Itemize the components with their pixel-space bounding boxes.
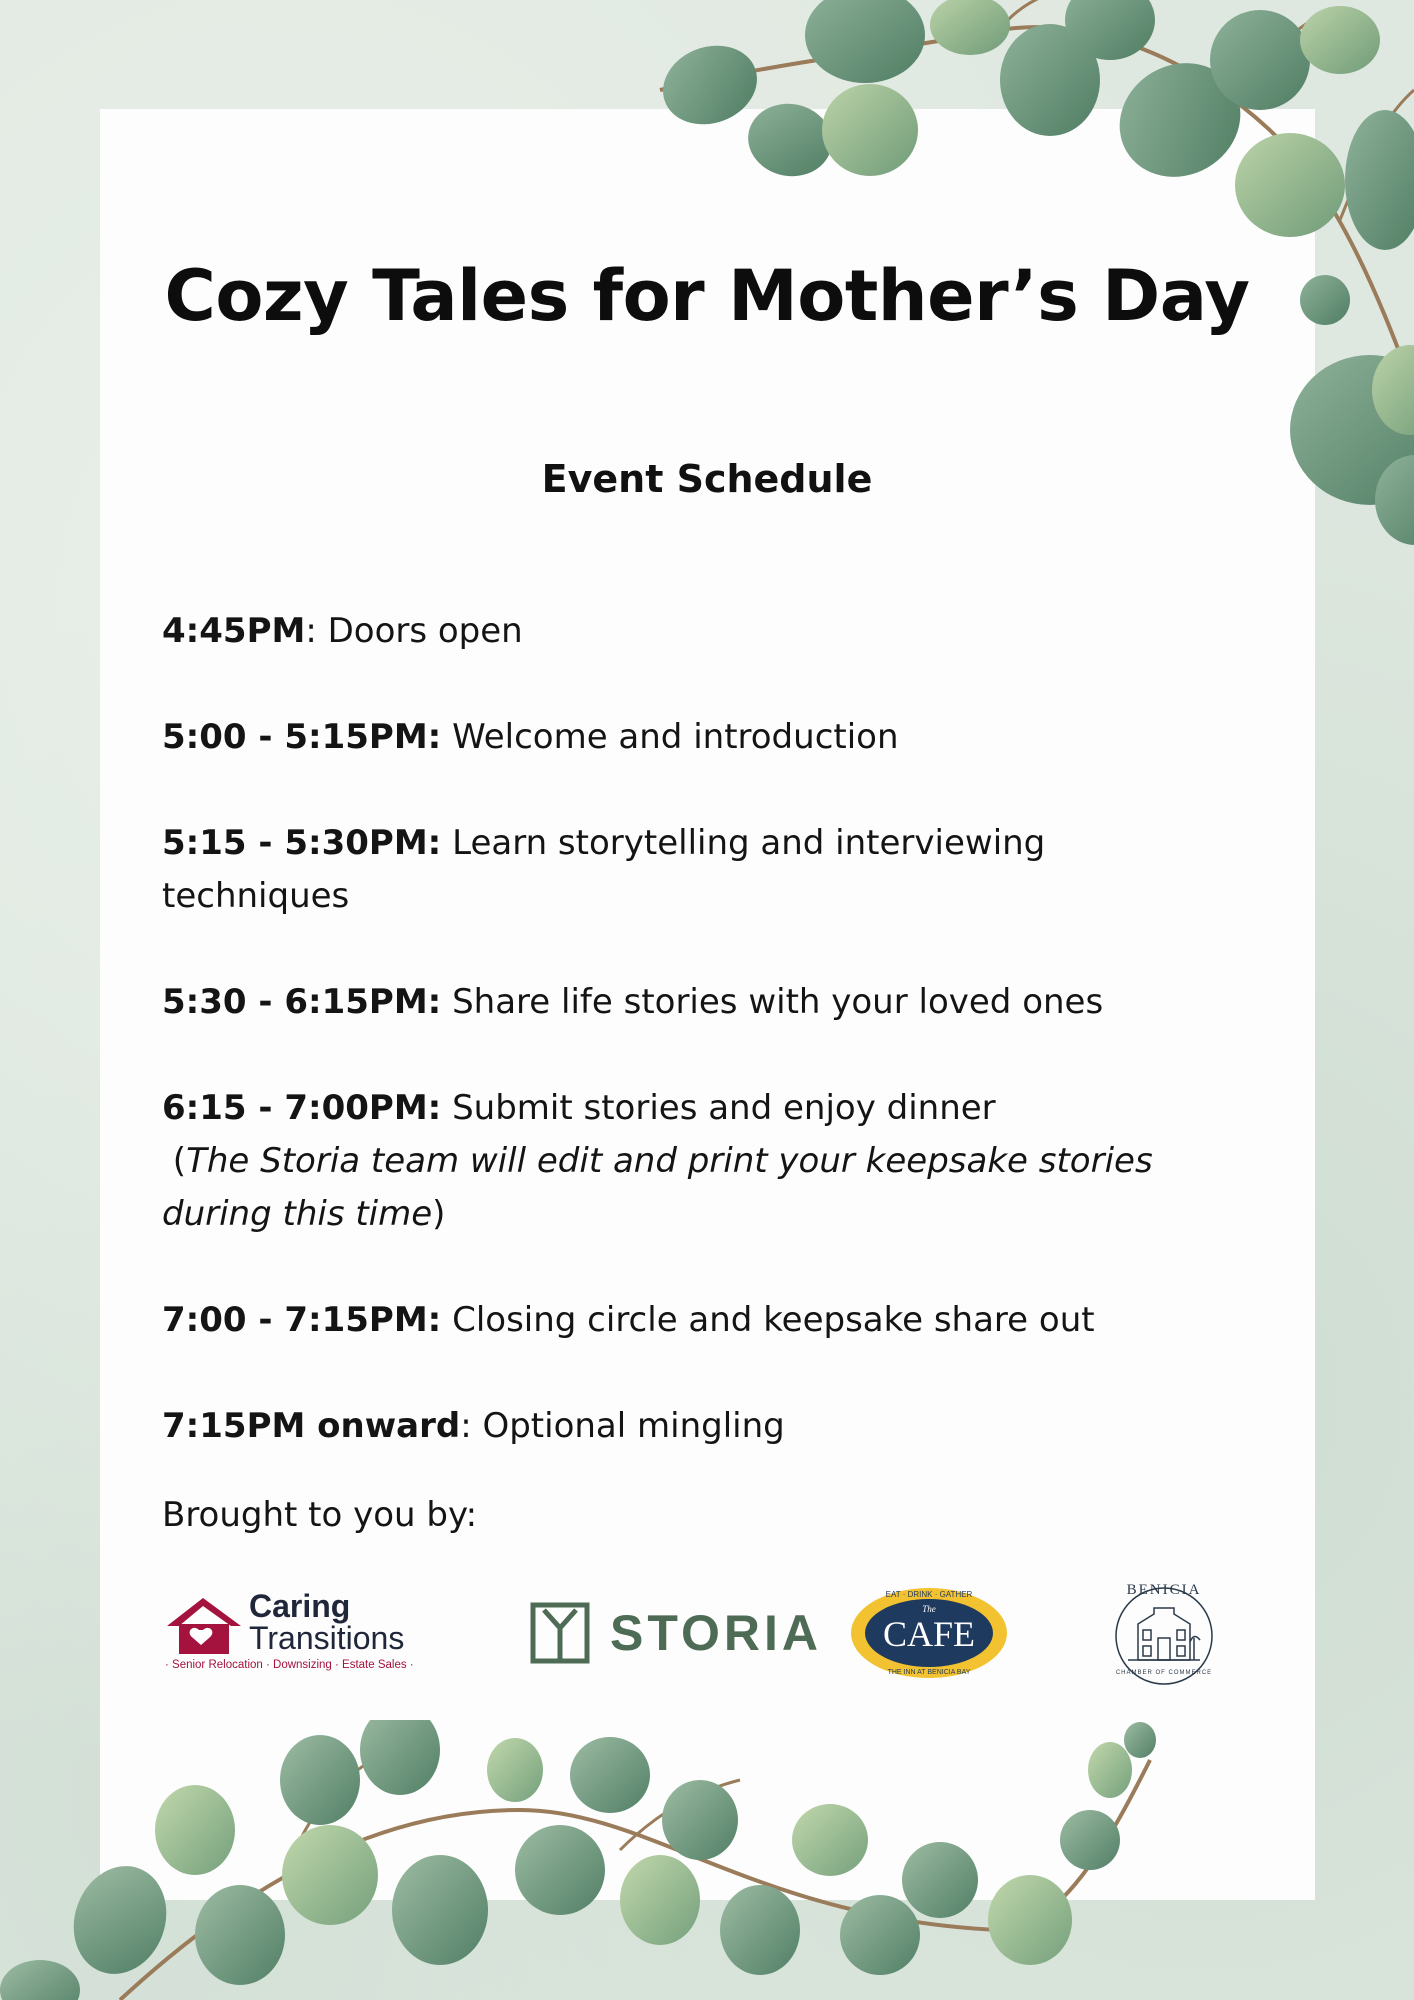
schedule-item	[162, 711, 1242, 764]
cafe-bottom-text: THE INN AT BENICIA BAY	[887, 1669, 971, 1676]
schedule-description: Share life stories with your loved ones	[452, 982, 1104, 1022]
schedule-item	[162, 976, 1242, 1029]
storia-logo	[530, 1600, 822, 1666]
caring-transitions-tagline: · Senior Relocation · Downsizing · Estate Sales ·	[165, 1659, 414, 1671]
schedule-description: Closing circle and keepsake share out	[452, 1300, 1095, 1340]
caring-transitions-line1: Caring	[249, 1588, 351, 1624]
schedule-note: The Storia team will edit and print your keepsake stories during this time	[162, 1141, 1153, 1234]
schedule-item: 7:15PM onward: Optional mingling	[162, 1406, 785, 1446]
schedule-time: 7:00 - 7:15PM:	[162, 1300, 442, 1340]
house-heart-icon	[165, 1594, 245, 1656]
page-title: Cozy Tales for Mother’s Day	[164, 255, 1250, 337]
caring-transitions-logo	[165, 1590, 435, 1675]
schedule-item	[162, 1294, 1242, 1347]
schedule-time: 5:30 - 6:15PM:	[162, 982, 442, 1022]
schedule-description: Learn storytelling and interviewing techniques	[162, 823, 1046, 916]
schedule-heading: Event Schedule	[541, 457, 873, 501]
cafe-the-text: The	[922, 1604, 936, 1614]
benicia-wordmark: BENICIA	[1126, 1582, 1202, 1598]
benicia-chamber-logo	[1110, 1578, 1218, 1690]
schedule-description: Optional mingling	[482, 1406, 785, 1446]
storia-wordmark: STORIA	[610, 1605, 822, 1661]
caring-transitions-line2: Transitions	[249, 1620, 405, 1656]
cafe-logo	[848, 1585, 1010, 1681]
benicia-subtitle: CHAMBER OF COMMERCE	[1115, 1670, 1213, 1676]
schedule-item	[162, 817, 1242, 923]
schedule-time: 7:15PM onward	[162, 1406, 461, 1446]
cafe-top-text: EAT · DRINK · GATHER	[885, 1590, 973, 1599]
schedule-time: 6:15 - 7:00PM:	[162, 1088, 442, 1128]
schedule-time: 4:45PM	[162, 611, 306, 651]
schedule-item: 6:15 - 7:00PM: Submit stories and enjoy dinner (The Storia team will edit and print your keepsake stories during this time)	[162, 1088, 1153, 1234]
sponsors-heading: Brought to you by:	[162, 1495, 478, 1535]
schedule-item: 4:45PM: Doors open	[162, 611, 523, 651]
storia-book-icon	[530, 1602, 590, 1664]
schedule-time: 5:00 - 5:15PM:	[162, 717, 442, 757]
schedule-description: Welcome and introduction	[452, 717, 899, 757]
event-schedule-list	[162, 605, 1242, 1506]
schedule-description: Doors open	[327, 611, 523, 651]
schedule-description: Submit stories and enjoy dinner	[452, 1088, 996, 1128]
cafe-wordmark: CAFE	[882, 1614, 976, 1654]
building-icon	[1128, 1608, 1200, 1660]
schedule-time: 5:15 - 5:30PM:	[162, 823, 442, 863]
